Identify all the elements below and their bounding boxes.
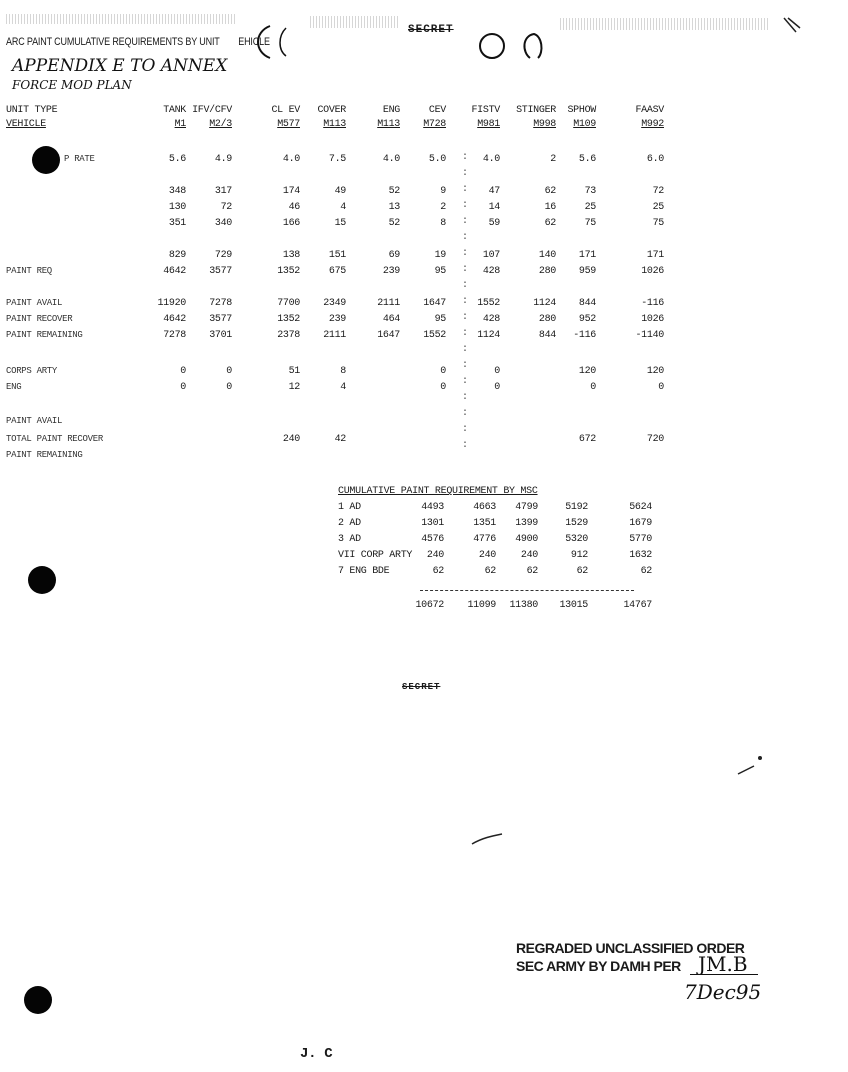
col-header-bottom: M109 — [573, 119, 596, 130]
table-cell: 171 — [578, 250, 596, 261]
binder-ring-marks — [476, 26, 556, 62]
table-cell: 62 — [544, 186, 556, 197]
col-header-top: FISTV — [471, 105, 500, 116]
summary-cell: 1399 — [515, 518, 538, 529]
unit-type-label: UNIT TYPE — [6, 105, 58, 116]
table-cell: 1552 — [477, 298, 500, 309]
col-header-9 — [622, 104, 664, 132]
table-cell: 829 — [168, 250, 186, 261]
row-label: PAINT REQ — [6, 266, 52, 276]
summary-unit: 7 ENG BDE — [338, 566, 390, 577]
table-cell: 95 — [434, 314, 446, 325]
table-cell: 959 — [578, 266, 596, 277]
table-cell: 4.0 — [282, 154, 300, 165]
col-header-5 — [410, 104, 446, 132]
col-header-6 — [460, 104, 500, 132]
table-cell: -116 — [573, 330, 596, 341]
table-cell: 2349 — [323, 298, 346, 309]
summary-cell: 62 — [526, 566, 538, 577]
table-cell: 317 — [214, 186, 232, 197]
table-cell: 75 — [584, 218, 596, 229]
table-cell: 7278 — [209, 298, 232, 309]
table-cell: 95 — [434, 266, 446, 277]
table-cell: 1026 — [641, 266, 664, 277]
table-cell: 171 — [646, 250, 664, 261]
table-cell: 4642 — [163, 266, 186, 277]
table-cell: 107 — [482, 250, 500, 261]
table-cell: 25 — [652, 202, 664, 213]
summary-cell: 5770 — [629, 534, 652, 545]
table-cell: 952 — [578, 314, 596, 325]
handwritten-annotation-2: FORCE MOD PLAN — [12, 78, 132, 92]
table-cell: 1026 — [641, 314, 664, 325]
table-cell: 52 — [388, 186, 400, 197]
handwritten-annotation-1: APPENDIX E TO ANNEX — [12, 56, 228, 76]
summary-cell: 240 — [478, 550, 496, 561]
table-cell: -116 — [641, 298, 664, 309]
table-cell: 5.0 — [428, 154, 446, 165]
table-cell: 0 — [180, 366, 186, 377]
summary-title: CUMULATIVE PAINT REQUIREMENT BY MSC — [338, 486, 538, 497]
summary-cell: 1529 — [565, 518, 588, 529]
table-cell: 428 — [482, 314, 500, 325]
summary-cell: 62 — [484, 566, 496, 577]
table-cell: 51 — [288, 366, 300, 377]
summary-cell: 240 — [520, 550, 538, 561]
stray-mark-mid — [470, 832, 504, 848]
table-cell: 120 — [578, 366, 596, 377]
col-header-top: COVER — [317, 105, 346, 116]
table-cell: 4.9 — [214, 154, 232, 165]
summary-cell: 912 — [570, 550, 588, 561]
summary-total-cell: 14767 — [623, 600, 652, 611]
col-header-bottom: M728 — [423, 119, 446, 130]
table-cell: 675 — [328, 266, 346, 277]
table-cell: 12 — [288, 382, 300, 393]
table-cell: 120 — [646, 366, 664, 377]
table-cell: 25 — [584, 202, 596, 213]
table-cell: 174 — [282, 186, 300, 197]
table-cell: 4.0 — [482, 154, 500, 165]
row-label: PAINT REMAINING — [6, 330, 83, 340]
table-cell: 0 — [590, 382, 596, 393]
table-cell: 2111 — [323, 330, 346, 341]
table-cell: 239 — [328, 314, 346, 325]
corner-slash-mark — [780, 14, 804, 38]
col-header-bottom: M981 — [477, 119, 500, 130]
table-cell: 14 — [488, 202, 500, 213]
table-cell: 166 — [282, 218, 300, 229]
table-cell: 351 — [168, 218, 186, 229]
table-cell: 2 — [440, 202, 446, 213]
col-header-top: IFV/CFV — [192, 105, 232, 116]
summary-total-cell: 11380 — [509, 600, 538, 611]
row-label: PAINT AVAIL — [6, 298, 63, 308]
col-header-bottom: M998 — [533, 119, 556, 130]
summary-total-cell: 13015 — [559, 600, 588, 611]
table-cell: 72 — [220, 202, 232, 213]
table-cell: 130 — [168, 202, 186, 213]
summary-unit: 2 AD — [338, 518, 361, 529]
table-cell: 0 — [494, 366, 500, 377]
col-header-bottom: M113 — [323, 119, 346, 130]
table-cell: 1647 — [423, 298, 446, 309]
col-header-7 — [508, 104, 556, 132]
table-cell: -1140 — [635, 330, 664, 341]
table-cell: 73 — [584, 186, 596, 197]
table-cell: 140 — [538, 250, 556, 261]
table-cell: 42 — [334, 434, 346, 445]
row-label: ENG — [6, 382, 22, 392]
document-title-text: ARC PAINT CUMULATIVE REQUIREMENTS BY UNIT — [6, 36, 220, 48]
table-cell: 0 — [658, 382, 664, 393]
summary-cell: 4776 — [473, 534, 496, 545]
summary-total-cell: 11099 — [467, 600, 496, 611]
col-header-bottom: M1 — [174, 119, 186, 130]
col-header-bottom: M113 — [377, 119, 400, 130]
table-cell: 6.0 — [646, 154, 664, 165]
table-cell: 7700 — [277, 298, 300, 309]
summary-cell: 62 — [576, 566, 588, 577]
row-label: PAINT REMAINING — [6, 450, 83, 460]
summary-cell: 1632 — [629, 550, 652, 561]
table-cell: 280 — [538, 314, 556, 325]
table-cell: 844 — [578, 298, 596, 309]
table-cell: 1352 — [277, 314, 300, 325]
summary-cell: 240 — [426, 550, 444, 561]
table-cell: 3701 — [209, 330, 232, 341]
table-cell: 240 — [282, 434, 300, 445]
separator-dots: : : : : : : : : : : : : : : : : : : : — [462, 152, 468, 451]
table-cell: 8 — [440, 218, 446, 229]
col-header-bottom: M992 — [641, 119, 664, 130]
table-cell: 13 — [388, 202, 400, 213]
stamp-date: 7Dec95 — [684, 980, 762, 1004]
table-cell: 0 — [494, 382, 500, 393]
unit-type-header — [6, 104, 57, 132]
table-cell: 729 — [214, 250, 232, 261]
stamp-initials: JM.B — [698, 952, 748, 976]
table-cell: 59 — [488, 218, 500, 229]
table-cell: 5.6 — [168, 154, 186, 165]
table-cell: 844 — [538, 330, 556, 341]
table-cell: 2378 — [277, 330, 300, 341]
col-header-bottom: M2/3 — [209, 119, 232, 130]
table-cell: 0 — [440, 382, 446, 393]
table-cell: 151 — [328, 250, 346, 261]
table-cell: 9 — [440, 186, 446, 197]
row-label: CORPS ARTY — [6, 366, 58, 376]
summary-divider — [420, 590, 634, 591]
scan-noise-top-left — [6, 14, 236, 24]
document-title — [6, 36, 270, 48]
summary-cell: 1679 — [629, 518, 652, 529]
table-cell: 15 — [334, 218, 346, 229]
scan-noise-top-right — [560, 18, 770, 30]
regraded-stamp-line2: SEC ARMY BY DAMH PER — [516, 958, 681, 974]
table-cell: 4642 — [163, 314, 186, 325]
table-cell: 75 — [652, 218, 664, 229]
table-cell: 720 — [646, 434, 664, 445]
summary-cell: 5320 — [565, 534, 588, 545]
table-cell: 1647 — [377, 330, 400, 341]
col-header-4 — [362, 104, 400, 132]
table-cell: 464 — [382, 314, 400, 325]
table-cell: 348 — [168, 186, 186, 197]
table-cell: 138 — [282, 250, 300, 261]
paren-mark — [250, 22, 290, 60]
table-cell: 72 — [652, 186, 664, 197]
table-cell: 0 — [440, 366, 446, 377]
col-header-top: CL EV — [271, 105, 300, 116]
table-cell: 52 — [388, 218, 400, 229]
col-header-top: FAASV — [635, 105, 664, 116]
scan-noise-top-mid — [310, 16, 400, 28]
table-cell: 47 — [488, 186, 500, 197]
table-cell: 280 — [538, 266, 556, 277]
regraded-stamp-line1: REGRADED UNCLASSIFIED ORDER — [516, 940, 745, 956]
row-label: TOTAL PAINT RECOVER — [6, 434, 103, 444]
table-cell: 672 — [578, 434, 596, 445]
table-cell: 2 — [550, 154, 556, 165]
summary-cell: 4493 — [421, 502, 444, 513]
table-cell: 5.6 — [578, 154, 596, 165]
col-header-top: ENG — [382, 105, 400, 116]
table-cell: 4 — [340, 382, 346, 393]
classification-marking: SECRET — [408, 24, 454, 36]
summary-total-cell: 10672 — [415, 600, 444, 611]
summary-cell: 1301 — [421, 518, 444, 529]
table-cell: 0 — [226, 366, 232, 377]
summary-cell: 1351 — [473, 518, 496, 529]
table-cell: 239 — [382, 266, 400, 277]
footer-classification-mark: SECRET — [402, 682, 441, 692]
row-label: P RATE — [64, 154, 95, 164]
summary-cell: 62 — [432, 566, 444, 577]
table-cell: 4.0 — [382, 154, 400, 165]
bottom-fragment: J. C — [300, 1046, 333, 1062]
row-label: PAINT RECOVER — [6, 314, 73, 324]
table-cell: 7.5 — [328, 154, 346, 165]
table-cell: 3577 — [209, 266, 232, 277]
table-cell: 1552 — [423, 330, 446, 341]
col-header-bottom: M577 — [277, 119, 300, 130]
table-cell: 1124 — [533, 298, 556, 309]
vehicle-suffix: EHICLE — [238, 36, 270, 48]
summary-unit: 3 AD — [338, 534, 361, 545]
table-cell: 16 — [544, 202, 556, 213]
table-cell: 49 — [334, 186, 346, 197]
table-cell: 3577 — [209, 314, 232, 325]
table-cell: 1124 — [477, 330, 500, 341]
col-header-8 — [556, 104, 596, 132]
table-cell: 7278 — [163, 330, 186, 341]
col-header-top: SPHOW — [567, 105, 596, 116]
table-cell: 19 — [434, 250, 446, 261]
table-cell: 62 — [544, 218, 556, 229]
table-cell: 0 — [180, 382, 186, 393]
col-header-2 — [262, 104, 300, 132]
binder-hole-bottom — [24, 986, 52, 1014]
stray-mark-right — [734, 750, 768, 780]
summary-unit: VII CORP ARTY — [338, 550, 413, 561]
summary-cell: 4900 — [515, 534, 538, 545]
stamp-initials-underline — [690, 974, 758, 975]
table-cell: 11920 — [157, 298, 186, 309]
summary-cell: 4663 — [473, 502, 496, 513]
summary-cell: 5192 — [565, 502, 588, 513]
col-header-top: TANK — [163, 105, 186, 116]
summary-cell: 62 — [640, 566, 652, 577]
table-cell: 46 — [288, 202, 300, 213]
summary-cell: 4799 — [515, 502, 538, 513]
binder-hole-middle — [28, 566, 56, 594]
col-header-top: STINGER — [516, 105, 556, 116]
col-header-1 — [190, 104, 232, 132]
table-cell: 0 — [226, 382, 232, 393]
table-cell: 8 — [340, 366, 346, 377]
col-header-top: CEV — [428, 105, 446, 116]
table-cell: 69 — [388, 250, 400, 261]
table-cell: 2111 — [377, 298, 400, 309]
col-header-3 — [306, 104, 346, 132]
table-cell: 4 — [340, 202, 346, 213]
binder-hole-top — [32, 146, 60, 174]
col-header-0 — [150, 104, 186, 132]
summary-cell: 4576 — [421, 534, 444, 545]
table-cell: 1352 — [277, 266, 300, 277]
table-cell: 340 — [214, 218, 232, 229]
summary-unit: 1 AD — [338, 502, 361, 513]
row-label: PAINT AVAIL — [6, 416, 63, 426]
vehicle-label: VEHICLE — [6, 119, 46, 130]
table-cell: 428 — [482, 266, 500, 277]
summary-cell: 5624 — [629, 502, 652, 513]
